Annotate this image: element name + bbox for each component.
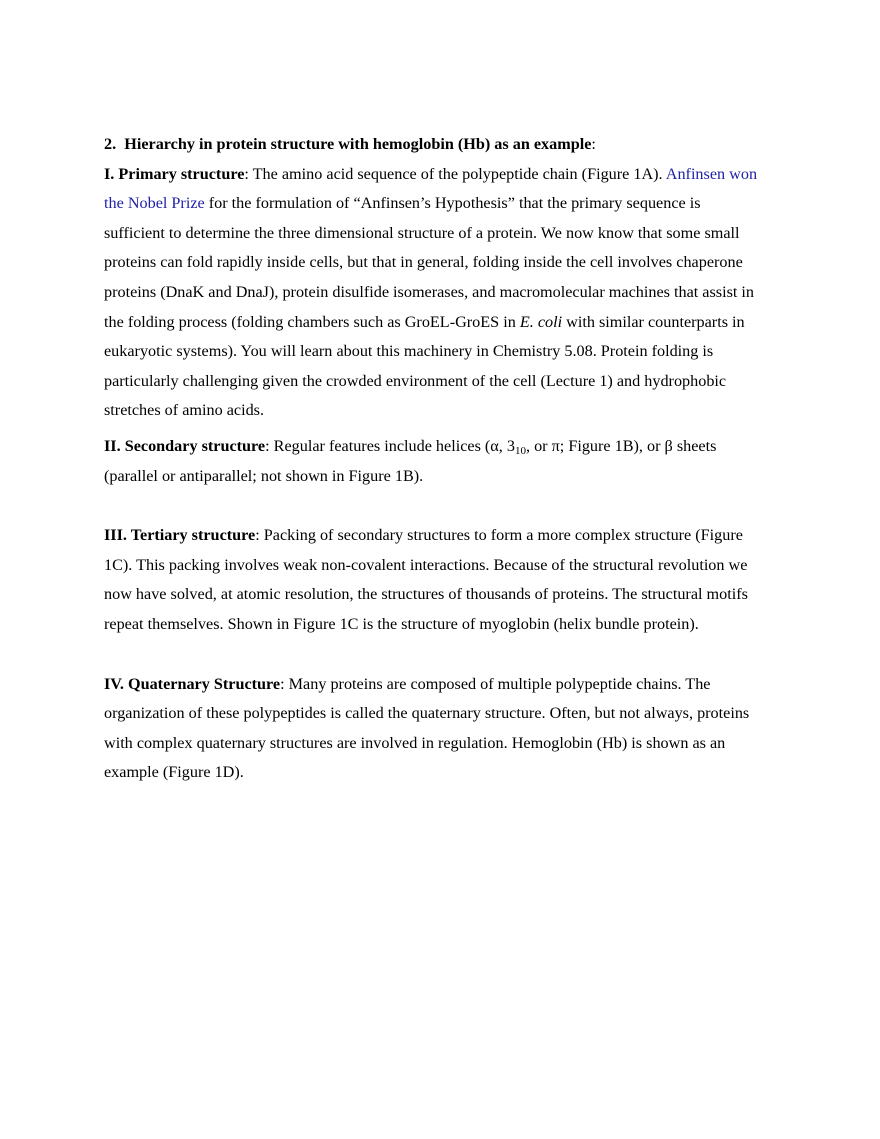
section-title: Hierarchy in protein structure with hemoglobin (Hb) as an example	[124, 135, 592, 153]
secondary-structure-text-1: : Regular features include helices (α, 3	[265, 436, 515, 455]
document-page	[104, 130, 764, 788]
tertiary-structure-text: : Packing of secondary structures to form a more complex structure (Figure 1C). This packing involves weak non-covalent interactions. Because of the structural revolution we now have solved, at atomic resolution, the structures of thousands of proteins. The structural motifs repeat themselves. Shown in Figure 1C is the structure of myoglobin (helix bundle protein).	[104, 526, 748, 633]
primary-structure-label: I. Primary structure	[104, 164, 245, 183]
secondary-structure-text-2: , or π; Figure 1B), or β sheets (parallel or antiparallel; not shown in Figure 1B).	[104, 436, 717, 485]
primary-structure-text-3: with similar counterparts in eukaryotic systems). You will learn about this machinery in Chemistry 5.08. Protein folding is particularly challenging given the crowded environment of the cell (Lecture 1) and hydrophobic stretches of amino acids.	[104, 312, 745, 420]
primary-structure-paragraph	[104, 160, 764, 426]
section-heading-colon: :	[591, 135, 596, 153]
quaternary-structure-paragraph	[104, 670, 764, 788]
quaternary-structure-text: : Many proteins are composed of multiple polypeptide chains. The organization of these polypeptides is called the quaternary structure. Often, but not always, proteins with complex quaternary structures are involved in regulation. Hemoglobin (Hb) is shown as an example (Figure 1D).	[104, 674, 750, 782]
secondary-structure-label: II. Secondary structure	[104, 436, 266, 455]
quaternary-structure-label: IV. Quaternary Structure	[104, 674, 281, 693]
anfinsen-nobel-link[interactable]: Anfinsen won the Nobel Prize	[104, 164, 758, 213]
e-coli-italic: E. coli	[519, 312, 563, 331]
three-ten-subscript: 10	[514, 444, 526, 457]
spacer	[104, 640, 764, 670]
spacer	[104, 491, 764, 521]
primary-structure-text-2: for the formulation of “Anfinsen’s Hypothesis” that the primary sequence is sufficient to determine the three dimensional structure of a protein. We now know that some small proteins can fold rapidly inside cells, but that in general, folding inside the cell involves chaperone proteins (DnaK and DnaJ), protein disulfide isomerases, and macromolecular machines that assist in the folding process (folding chambers such as GroEL-GroES in	[104, 194, 755, 331]
section-heading	[104, 130, 764, 160]
section-number: 2.	[104, 135, 117, 153]
tertiary-structure-paragraph	[104, 521, 764, 639]
primary-structure-text-1: : The amino acid sequence of the polypeptide chain (Figure 1A).	[244, 164, 663, 183]
tertiary-structure-label: III. Tertiary structure	[104, 526, 256, 545]
secondary-structure-paragraph	[104, 432, 764, 491]
